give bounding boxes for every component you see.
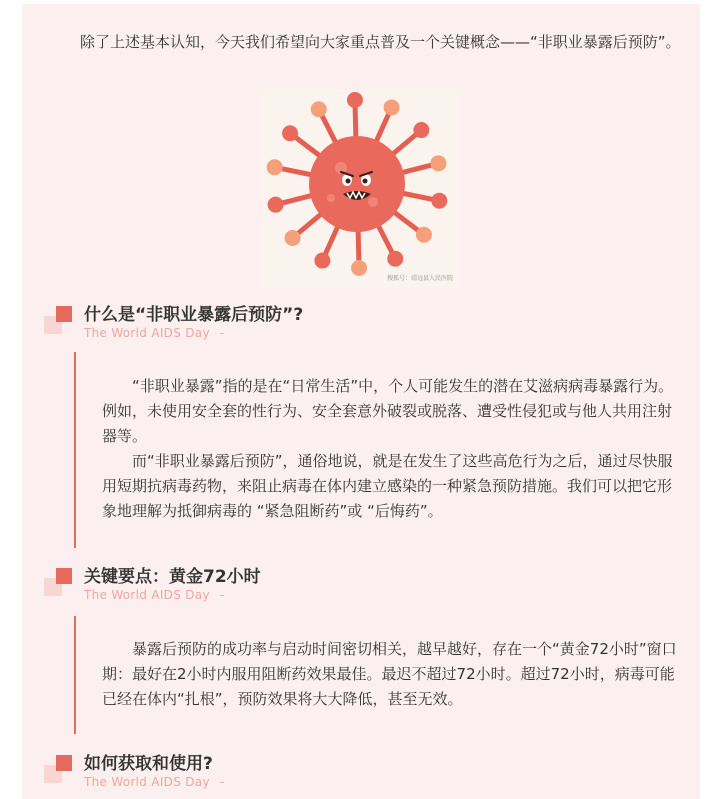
section-2-title: 关键要点：黄金72小时 bbox=[84, 567, 261, 587]
article-card bbox=[22, 4, 700, 799]
virus-spike bbox=[377, 223, 393, 255]
virus-spike-tip bbox=[431, 193, 447, 209]
virus-spike-tip bbox=[267, 159, 283, 175]
virus-illustration bbox=[261, 90, 459, 288]
image-watermark: 搜狐号：靖远县人民医院 bbox=[386, 275, 453, 282]
intro-paragraph: 除了上述基本认知，今天我们希望向大家重点普及一个关键概念——“非职业暴露后预防”。 bbox=[80, 33, 681, 51]
section-2-paragraph-1: 暴露后预防的成功率与启动时间密切相关，越早越好，存在一个“黄金72小时”窗口期：最好在2小时内服用阻断药效果最佳。最迟不超过72小时。超过72小时，病毒可能已经在体内“扎根”，预防效果将大大降低，甚至无效。 bbox=[102, 640, 677, 708]
virus-spike bbox=[321, 113, 337, 145]
section-marker-icon bbox=[44, 753, 84, 793]
virus-spike-tip bbox=[387, 251, 403, 267]
virus-spike-tip bbox=[430, 155, 446, 171]
section-marker-icon bbox=[44, 566, 84, 606]
section-3-subtitle: The World AIDS Day - bbox=[84, 775, 225, 789]
virus-spike-tip bbox=[268, 197, 284, 213]
section-1-title: 什么是“非职业暴露后预防”? bbox=[84, 305, 304, 325]
section-2-subtitle: The World AIDS Day - bbox=[84, 588, 225, 602]
virus-spike bbox=[391, 133, 419, 156]
section-1-paragraph-2: 而“非职业暴露后预防”，通俗地说，就是在发生了这些高危行为之后，通过尽快服用短期抗病毒药物，来阻止病毒在体内建立感染的一种紧急预防措施。我们可以把它形象地理解为抵御病毒的 “紧急阻断药”或 “后悔药”。 bbox=[102, 452, 673, 520]
virus-spike-tip bbox=[311, 101, 327, 117]
virus-spike bbox=[400, 164, 435, 173]
section-1-bar bbox=[74, 352, 76, 548]
section-2-body bbox=[102, 637, 684, 712]
section-2-bar bbox=[74, 616, 76, 734]
virus-spike-tip bbox=[384, 99, 400, 115]
virus-spike-tip bbox=[351, 260, 367, 276]
section-3-title: 如何获取和使用? bbox=[84, 754, 213, 774]
virus-spike bbox=[324, 224, 339, 257]
virus-spike bbox=[392, 211, 421, 233]
section-1-body bbox=[102, 374, 684, 524]
virus-spike-tip bbox=[282, 125, 298, 141]
virus-drawing bbox=[261, 90, 459, 288]
virus-spike-tip bbox=[416, 227, 432, 243]
virus-spike bbox=[375, 111, 390, 144]
virus-body bbox=[309, 136, 405, 232]
virus-spike-tip bbox=[314, 253, 330, 269]
section-1-subtitle: The World AIDS Day - bbox=[84, 326, 225, 340]
virus-spike bbox=[279, 195, 314, 204]
virus-spike bbox=[293, 136, 322, 158]
virus-spike bbox=[355, 104, 356, 140]
virus-spike bbox=[279, 168, 314, 175]
virus-spike-tip bbox=[413, 122, 429, 138]
virus-spike bbox=[358, 228, 359, 264]
virus-spike-tip bbox=[285, 230, 301, 246]
section-1-paragraph-1: “非职业暴露”指的是在“日常生活”中，个人可能发生的潜在艾滋病病毒暴露行为。例如，未使用安全套的性行为、安全套意外破裂或脱落、遭受性侵犯或与他人共用注射器等。 bbox=[102, 377, 674, 445]
virus-spike bbox=[400, 193, 435, 200]
section-marker-icon bbox=[44, 304, 84, 344]
virus-spike bbox=[296, 212, 324, 235]
virus-spike-tip bbox=[347, 92, 363, 108]
